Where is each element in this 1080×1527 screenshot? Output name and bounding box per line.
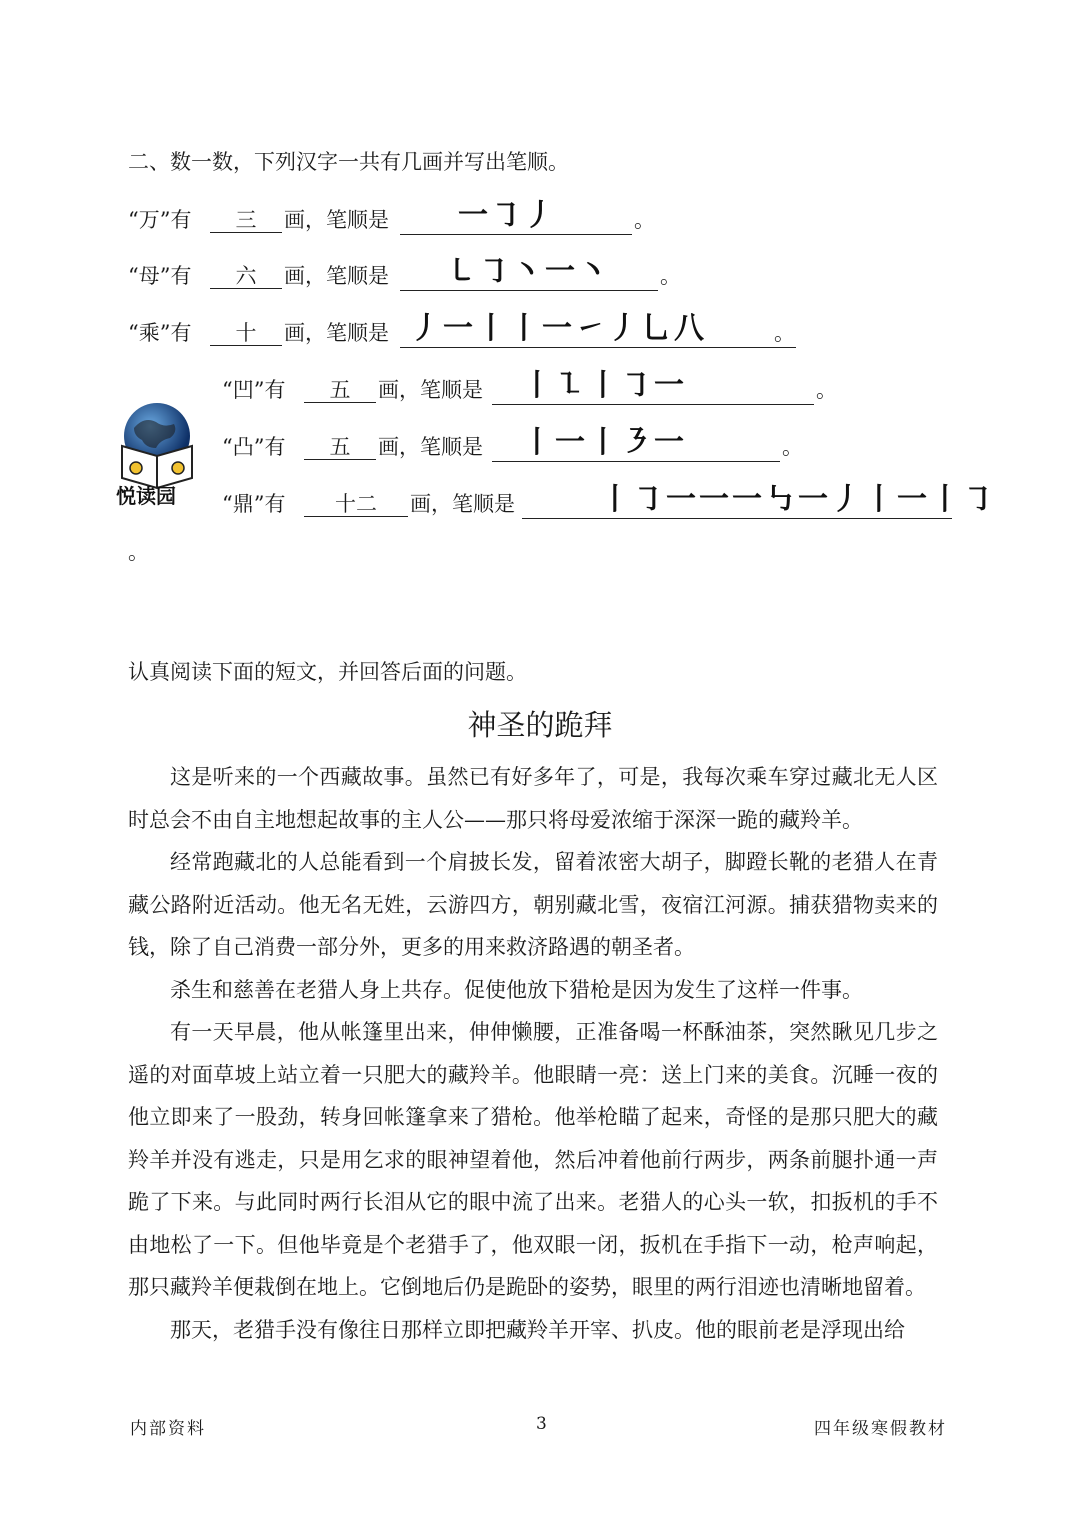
- reading-instruction: 认真阅读下面的短文，并回答后面的问题。: [128, 660, 527, 684]
- order-label: 画，笔顺是: [410, 492, 515, 516]
- footer-right: 四年级寒假教材: [814, 1419, 947, 1439]
- order-label: 画，笔顺是: [378, 435, 483, 459]
- handwritten-stroke-order: 丨㇆一一一㇉一丿丨一丨㇆: [600, 482, 996, 517]
- stroke-row-tu: [222, 425, 822, 471]
- period: 。: [660, 264, 681, 288]
- order-label: 画，笔顺是: [284, 264, 389, 288]
- footer-left: 内部资料: [130, 1419, 206, 1439]
- handwritten-stroke-order: 丨一丨㇋一: [522, 425, 687, 460]
- period: 。: [782, 435, 803, 459]
- char-label: “万”有: [128, 208, 192, 232]
- paragraph: 那天，老猎手没有像往日那样立即把藏羚羊开宰、扒皮。他的眼前老是浮现出给: [170, 1317, 905, 1342]
- stroke-count-blank[interactable]: 五: [304, 431, 376, 460]
- handwritten-stroke-order: 丨㇅丨㇆一: [522, 368, 687, 403]
- period: 。: [774, 321, 795, 345]
- paragraph: 这是听来的一个西藏故事。虽然已有好多年了，可是，我每次乘车穿过藏北无人区时总会不由自主地想起故事的主人公——那只将母爱浓缩于深深一跪的藏羚羊。: [128, 765, 938, 832]
- order-label: 画，笔顺是: [378, 378, 483, 402]
- handwritten-stroke-order: ㇄㇆丶一丶: [446, 254, 611, 289]
- exercise-title: 二、数一数，下列汉字一共有几画并写出笔顺。: [128, 150, 569, 174]
- paragraph: 有一天早晨，他从帐篷里出来，伸伸懒腰，正准备喝一杯酥油茶，突然瞅见几步之遥的对面草坡上站立着一只肥大的藏羚羊。他眼睛一亮：送上门来的美食。沉睡一夜的他立即来了一股劲，转身回帐篷拿来了猎枪。他举枪瞄了起来，奇怪的是那只肥大的藏羚羊并没有逃走，只是用乞求的眼神望着他，然后冲着他前行两步，两条前腿扑通一声跪了下来。与此同时两行长泪从它的眼中流了出来。老猎人的心头一软，扣扳机的手不由地松了一下。但他毕竟是个老猎手了，他双眼一闭，扳机在手指下一动，枪声响起，那只藏羚羊便栽倒在地上。它倒地后仍是跪卧的姿势，眼里的两行泪迹也清晰地留着。: [128, 1020, 938, 1299]
- char-label: “鼎”有: [222, 492, 286, 516]
- stroke-count-blank[interactable]: 六: [210, 260, 282, 289]
- stroke-count-blank[interactable]: 十: [210, 317, 282, 346]
- handwritten-stroke-order: 丿一丨丨一㇀丿乚八: [410, 311, 707, 346]
- stroke-count-blank[interactable]: 五: [304, 374, 376, 403]
- stroke-count-blank[interactable]: 十二: [304, 488, 408, 517]
- stroke-row-mu: [128, 254, 708, 300]
- page-number: 3: [536, 1414, 549, 1434]
- stroke-row-ding: [222, 482, 996, 528]
- order-label: 画，笔顺是: [284, 208, 389, 232]
- order-label: 画，笔顺是: [284, 321, 389, 345]
- paragraph: 杀生和慈善在老猎人身上共存。促使他放下猎枪是因为发生了这样一件事。: [170, 977, 863, 1002]
- period: 。: [816, 378, 837, 402]
- story-title: 神圣的跪拜: [467, 708, 613, 742]
- handwritten-stroke-order: 一㇆丿: [458, 198, 557, 233]
- stroke-row-cheng: [128, 311, 808, 357]
- stroke-row-wan: [128, 198, 688, 244]
- period: 。: [128, 540, 149, 564]
- stroke-row-ao: [222, 368, 842, 414]
- paragraph: 经常跑藏北的人总能看到一个肩披长发，留着浓密大胡子，脚蹬长靴的老猎人在青藏公路附近活动。他无名无姓，云游四方，朝别藏北雪，夜宿江河源。捕获猎物卖来的钱，除了自己消费一部分外，更多的用来救济路遇的朝圣者。: [128, 850, 938, 959]
- char-label: “凹”有: [222, 378, 286, 402]
- story-body: [128, 756, 938, 1351]
- char-label: “母”有: [128, 264, 192, 288]
- char-label: “乘”有: [128, 321, 192, 345]
- char-label: “凸”有: [222, 435, 286, 459]
- period: 。: [634, 208, 655, 232]
- logo-text: 悦读园: [116, 484, 176, 508]
- stroke-count-blank[interactable]: 三: [210, 204, 282, 233]
